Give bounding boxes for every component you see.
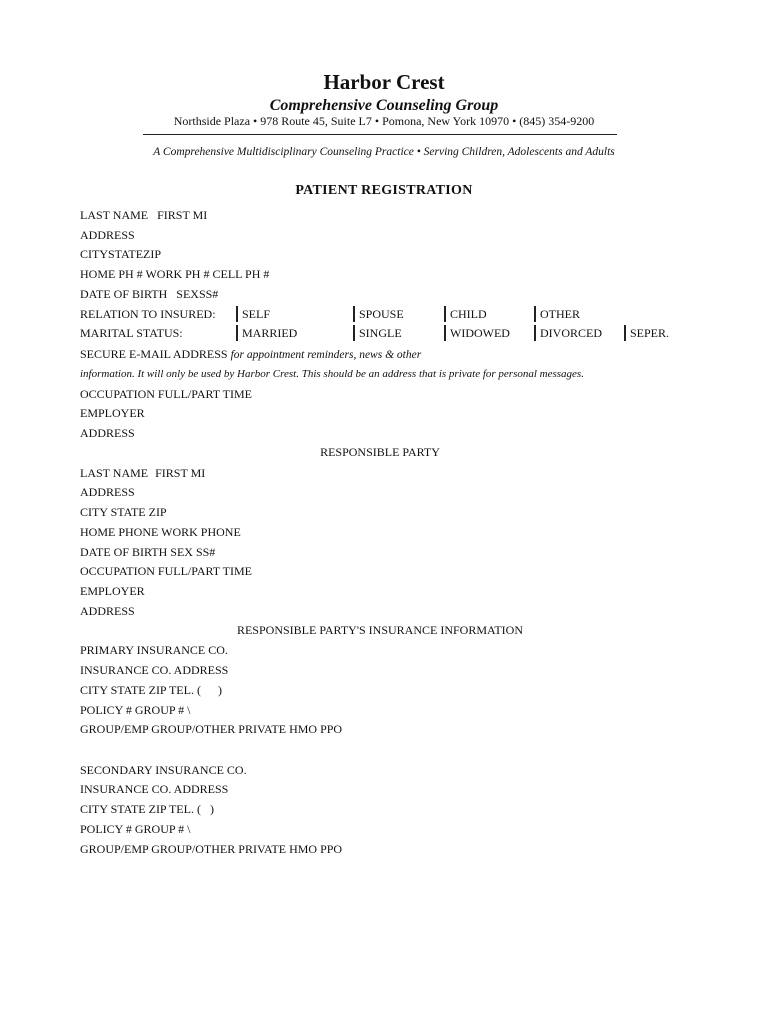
marital-seperated-option[interactable]: SEPER.	[624, 325, 669, 341]
employer-address-label: ADDRESS	[80, 426, 135, 440]
header-divider	[143, 134, 617, 135]
secondary-group-separator: \	[187, 822, 191, 836]
rp-name-row	[80, 465, 660, 481]
marital-widowed-option[interactable]: WIDOWED	[444, 325, 510, 341]
responsible-party-heading: RESPONSIBLE PARTY	[320, 445, 440, 459]
employer-label: EMPLOYER	[80, 406, 145, 420]
primary-policy-row	[80, 702, 660, 718]
primary-group-label: GROUP #	[134, 703, 185, 717]
secondary-group-emp-label: GROUP/EMP	[80, 842, 149, 856]
primary-state-label: STATE	[110, 683, 146, 697]
secondary-insurance-row	[80, 762, 660, 778]
rp-employer-address-row	[80, 603, 660, 619]
rp-occupation-label: OCCUPATION	[80, 564, 155, 578]
relation-row	[80, 306, 660, 322]
primary-ins-address-label: INSURANCE CO. ADDRESS	[80, 663, 229, 677]
marital-row	[80, 325, 670, 341]
primary-insurance-label: PRIMARY INSURANCE CO.	[80, 643, 228, 657]
patient-city-row	[80, 246, 660, 262]
secondary-ppo-label: PPO	[320, 842, 343, 856]
secondary-zip-label: ZIP	[148, 802, 167, 816]
secondary-policy-label: POLICY #	[80, 822, 132, 836]
rp-zip-label: ZIP	[148, 505, 167, 519]
secondary-group-type-row	[80, 841, 660, 857]
patient-dob-row	[80, 286, 660, 302]
secondary-hmo-label: HMO	[289, 842, 318, 856]
secondary-private-label: PRIVATE	[238, 842, 287, 856]
patient-name-row	[80, 207, 660, 223]
primary-ppo-label: PPO	[320, 722, 343, 736]
practice-subtitle: Comprehensive Counseling Group	[269, 97, 499, 114]
relation-label: RELATION TO INSURED:	[80, 307, 216, 321]
primary-city-row	[80, 682, 660, 698]
patient-employer-address-row	[80, 425, 660, 441]
relation-spouse-option[interactable]: SPOUSE	[353, 306, 404, 322]
email-row	[80, 346, 660, 363]
primary-tel-close: )	[217, 683, 222, 697]
secondary-tel-close: )	[209, 802, 214, 816]
primary-insurance-row	[80, 642, 660, 658]
rp-work-phone-label: WORK PHONE	[161, 525, 241, 539]
relation-child-option[interactable]: CHILD	[444, 306, 487, 322]
primary-zip-label: ZIP	[148, 683, 167, 697]
mi-label: MI	[192, 208, 208, 222]
patient-address-row	[80, 227, 660, 243]
rp-city-row	[80, 504, 660, 520]
secondary-state-label: STATE	[110, 802, 146, 816]
checkbox-icon[interactable]	[534, 325, 536, 341]
secondary-insurance-label: SECONDARY INSURANCE CO.	[80, 763, 247, 777]
rp-address-label: ADDRESS	[80, 485, 135, 499]
practice-address: Northside Plaza • 978 Route 45, Suite L7 • Pomona, New York 10970 • (845) 354-9200	[173, 114, 595, 128]
first-name-label: FIRST	[157, 208, 190, 222]
secondary-ins-address-label: INSURANCE CO. ADDRESS	[80, 782, 229, 796]
address-label: ADDRESS	[80, 228, 135, 242]
rp-address-row	[80, 484, 660, 500]
work-phone-label: WORK PH #	[145, 267, 210, 281]
primary-ins-address-row	[80, 662, 660, 678]
checkbox-icon[interactable]	[534, 306, 536, 322]
city-label: CITY	[80, 247, 108, 261]
form-title: PATIENT REGISTRATION	[295, 183, 473, 198]
checkbox-icon[interactable]	[353, 306, 355, 322]
email-note: for appointment reminders, news & other	[230, 349, 422, 361]
ss-label: SS#	[198, 287, 219, 301]
patient-employer-row	[80, 405, 660, 421]
primary-group-type-row	[80, 721, 660, 737]
marital-married-option[interactable]: MARRIED	[236, 325, 297, 341]
rp-state-label: STATE	[110, 505, 146, 519]
rp-employer-address-label: ADDRESS	[80, 604, 135, 618]
primary-city-label: CITY	[80, 683, 108, 697]
checkbox-icon[interactable]	[353, 325, 355, 341]
relation-self-option[interactable]: SELF	[236, 306, 270, 322]
rp-home-phone-label: HOME PHONE	[80, 525, 159, 539]
secondary-group-label: GROUP #	[134, 822, 185, 836]
marital-label: MARITAL STATUS:	[80, 326, 183, 340]
primary-tel-label: TEL. (	[168, 683, 201, 697]
rp-mi-label: MI	[190, 466, 206, 480]
last-name-label: LAST NAME	[80, 208, 149, 222]
practice-tagline: A Comprehensive Multidisciplinary Counseling Practice • Serving Children, Adolescents and Adults	[153, 146, 615, 158]
patient-phone-row	[80, 266, 660, 282]
primary-private-label: PRIVATE	[238, 722, 287, 736]
checkbox-icon[interactable]	[444, 325, 446, 341]
checkbox-icon[interactable]	[236, 306, 238, 322]
rp-employer-label: EMPLOYER	[80, 584, 145, 598]
rp-city-label: CITY	[80, 505, 108, 519]
rp-employer-row	[80, 583, 660, 599]
relation-other-option[interactable]: OTHER	[534, 306, 580, 322]
rp-last-name-label: LAST NAME	[80, 466, 149, 480]
secondary-group-other-label: GROUP/OTHER	[151, 842, 236, 856]
cell-phone-label: CELL PH #	[212, 267, 270, 281]
rp-ss-label: SS#	[195, 545, 216, 559]
rp-sex-label: SEX	[170, 545, 193, 559]
secondary-city-row	[80, 801, 660, 817]
checkbox-icon[interactable]	[236, 325, 238, 341]
dob-label: DATE OF BIRTH	[80, 287, 168, 301]
primary-group-separator: \	[187, 703, 191, 717]
email-label: SECURE E-MAIL ADDRESS	[80, 347, 228, 361]
secondary-tel-label: TEL. (	[168, 802, 201, 816]
secondary-policy-row	[80, 821, 660, 837]
email-note-continued: information. It will only be used by Harbor Crest. This should be an address that is private for personal messages.	[80, 368, 584, 380]
primary-group-emp-label: GROUP/EMP	[80, 722, 149, 736]
checkbox-icon[interactable]	[624, 325, 626, 341]
checkbox-icon[interactable]	[444, 306, 446, 322]
marital-single-option[interactable]: SINGLE	[353, 325, 402, 341]
rp-dob-label: DATE OF BIRTH	[80, 545, 168, 559]
zip-label: ZIP	[143, 247, 162, 261]
occupation-label: OCCUPATION	[80, 387, 155, 401]
insurance-heading: RESPONSIBLE PARTY'S INSURANCE INFORMATION	[236, 623, 524, 637]
practice-title: Harbor Crest	[323, 70, 445, 94]
marital-divorced-option[interactable]: DIVORCED	[534, 325, 602, 341]
rp-dob-row	[80, 544, 660, 560]
secondary-city-label: CITY	[80, 802, 108, 816]
rp-occupation-row	[80, 563, 660, 579]
primary-hmo-label: HMO	[289, 722, 318, 736]
secondary-ins-address-row	[80, 781, 660, 797]
rp-phone-row	[80, 524, 660, 540]
rp-full-part-label: FULL/PART TIME	[157, 564, 252, 578]
state-label: STATE	[108, 247, 144, 261]
primary-group-other-label: GROUP/OTHER	[151, 722, 236, 736]
home-phone-label: HOME PH #	[80, 267, 143, 281]
rp-first-label: FIRST	[155, 466, 188, 480]
patient-occupation-row	[80, 386, 660, 402]
primary-policy-label: POLICY #	[80, 703, 132, 717]
sex-label: SEX	[176, 287, 199, 301]
full-part-label: FULL/PART TIME	[157, 387, 252, 401]
